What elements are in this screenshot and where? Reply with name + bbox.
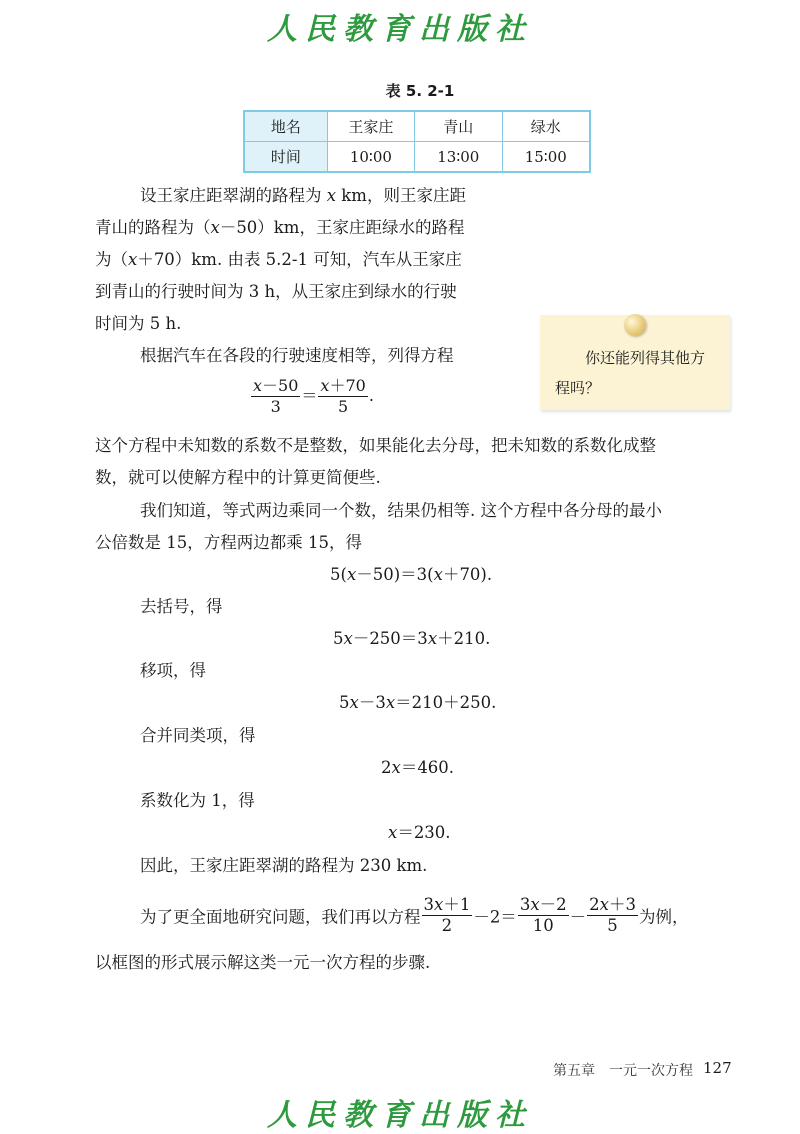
table-cell: 13∶00 [415, 142, 502, 173]
step-equation: x＝230. [388, 823, 451, 842]
table-cell: 青山 [415, 111, 502, 142]
paragraph-line: 为了更全面地研究问题，我们再以方程 $\frac{3x+1}{2}$ －2＝ $\frac{3x-2}{10}$ － $\frac{2x+3}{5}$ 为例， [140, 895, 689, 935]
table-cell: 绿水 [502, 111, 590, 142]
equals-sign: ＝ [301, 386, 318, 405]
text: 设王家庄距翠湖的路程为 [140, 186, 327, 205]
paragraph-line [95, 212, 464, 244]
step-equation: 5(x－50)＝3(x＋70). [330, 565, 493, 584]
step-equation: 5x－250＝3x＋210. [333, 629, 491, 648]
table-caption: 表 5. 2-1 [385, 82, 455, 100]
note-line: 你还能列得其他方 [585, 349, 706, 367]
fraction: $\frac{2x+3}{5}$ [589, 895, 636, 935]
equation: $\frac{x-50}{3}$ ＝ $\frac{x+70}{5}$ . [253, 376, 374, 416]
page-number: 127 [703, 1059, 732, 1077]
paragraph-line: 时间为 5 h. [95, 314, 182, 333]
fraction: $\frac{x-50}{3}$ [253, 376, 299, 416]
text: km，则王家庄距 [336, 186, 466, 205]
table-cell: 15∶00 [502, 142, 590, 173]
variable: x [210, 218, 220, 237]
table-cell: 王家庄 [327, 111, 414, 142]
table-cell: 10∶00 [327, 142, 414, 173]
fraction: $\frac{3x+1}{2}$ [423, 895, 471, 935]
text: ＋70）km. 由表 5.2-1 可知，汽车从王家庄 [137, 250, 462, 269]
text: 青山的路程为（ [95, 218, 211, 237]
schedule-table [243, 110, 591, 173]
step-equation: 5x－3x＝210＋250. [339, 693, 497, 712]
paragraph-line [140, 180, 466, 212]
paragraph-line: 这个方程中未知数的系数不是整数，如果能化去分母，把未知数的系数化成整 [95, 436, 656, 455]
fraction: $\frac{3x-2}{10}$ [519, 895, 567, 935]
table-row [244, 142, 590, 173]
step-label: 合并同类项，得 [140, 726, 256, 745]
pushpin-icon [624, 314, 646, 336]
table-header-cell: 地名 [244, 111, 327, 142]
publisher-logo-bottom: 人民教育出版社 [267, 1098, 533, 1133]
variable: x [128, 250, 138, 269]
note-line: 程吗？ [555, 379, 601, 397]
paragraph-line: 根据汽车在各段的行驶速度相等，列得方程 [140, 346, 454, 365]
paragraph-line: 以框图的形式展示解这类一元一次方程的步骤. [95, 953, 431, 972]
text: 为（ [95, 250, 128, 269]
paragraph-line: 到青山的行驶时间为 3 h，从王家庄到绿水的行驶 [95, 282, 457, 301]
publisher-logo-top: 人民教育出版社 [267, 12, 533, 47]
chapter-title: 第五章 一元一次方程 [553, 1063, 693, 1079]
conclusion-line: 因此，王家庄距翠湖的路程为 230 km. [140, 856, 428, 875]
step-label: 去括号，得 [140, 597, 223, 616]
table-header-cell: 时间 [244, 142, 327, 173]
paragraph-line [95, 244, 462, 276]
variable: x [326, 186, 337, 205]
text: －50）km，王家庄距绿水的路程 [219, 218, 465, 237]
step-equation: 2x＝460. [381, 758, 455, 777]
paragraph-line: 数，就可以使解方程中的计算更简便些. [95, 468, 381, 487]
fraction: $\frac{x+70}{5}$ [320, 376, 366, 416]
paragraph-line: 我们知道，等式两边乘同一个数，结果仍相等. 这个方程中各分母的最小 [140, 501, 662, 520]
step-label: 移项，得 [140, 661, 206, 680]
paragraph-line: 公倍数是 15，方程两边都乘 15，得 [95, 533, 362, 552]
step-label: 系数化为 1，得 [140, 791, 255, 810]
table-row [244, 111, 590, 142]
